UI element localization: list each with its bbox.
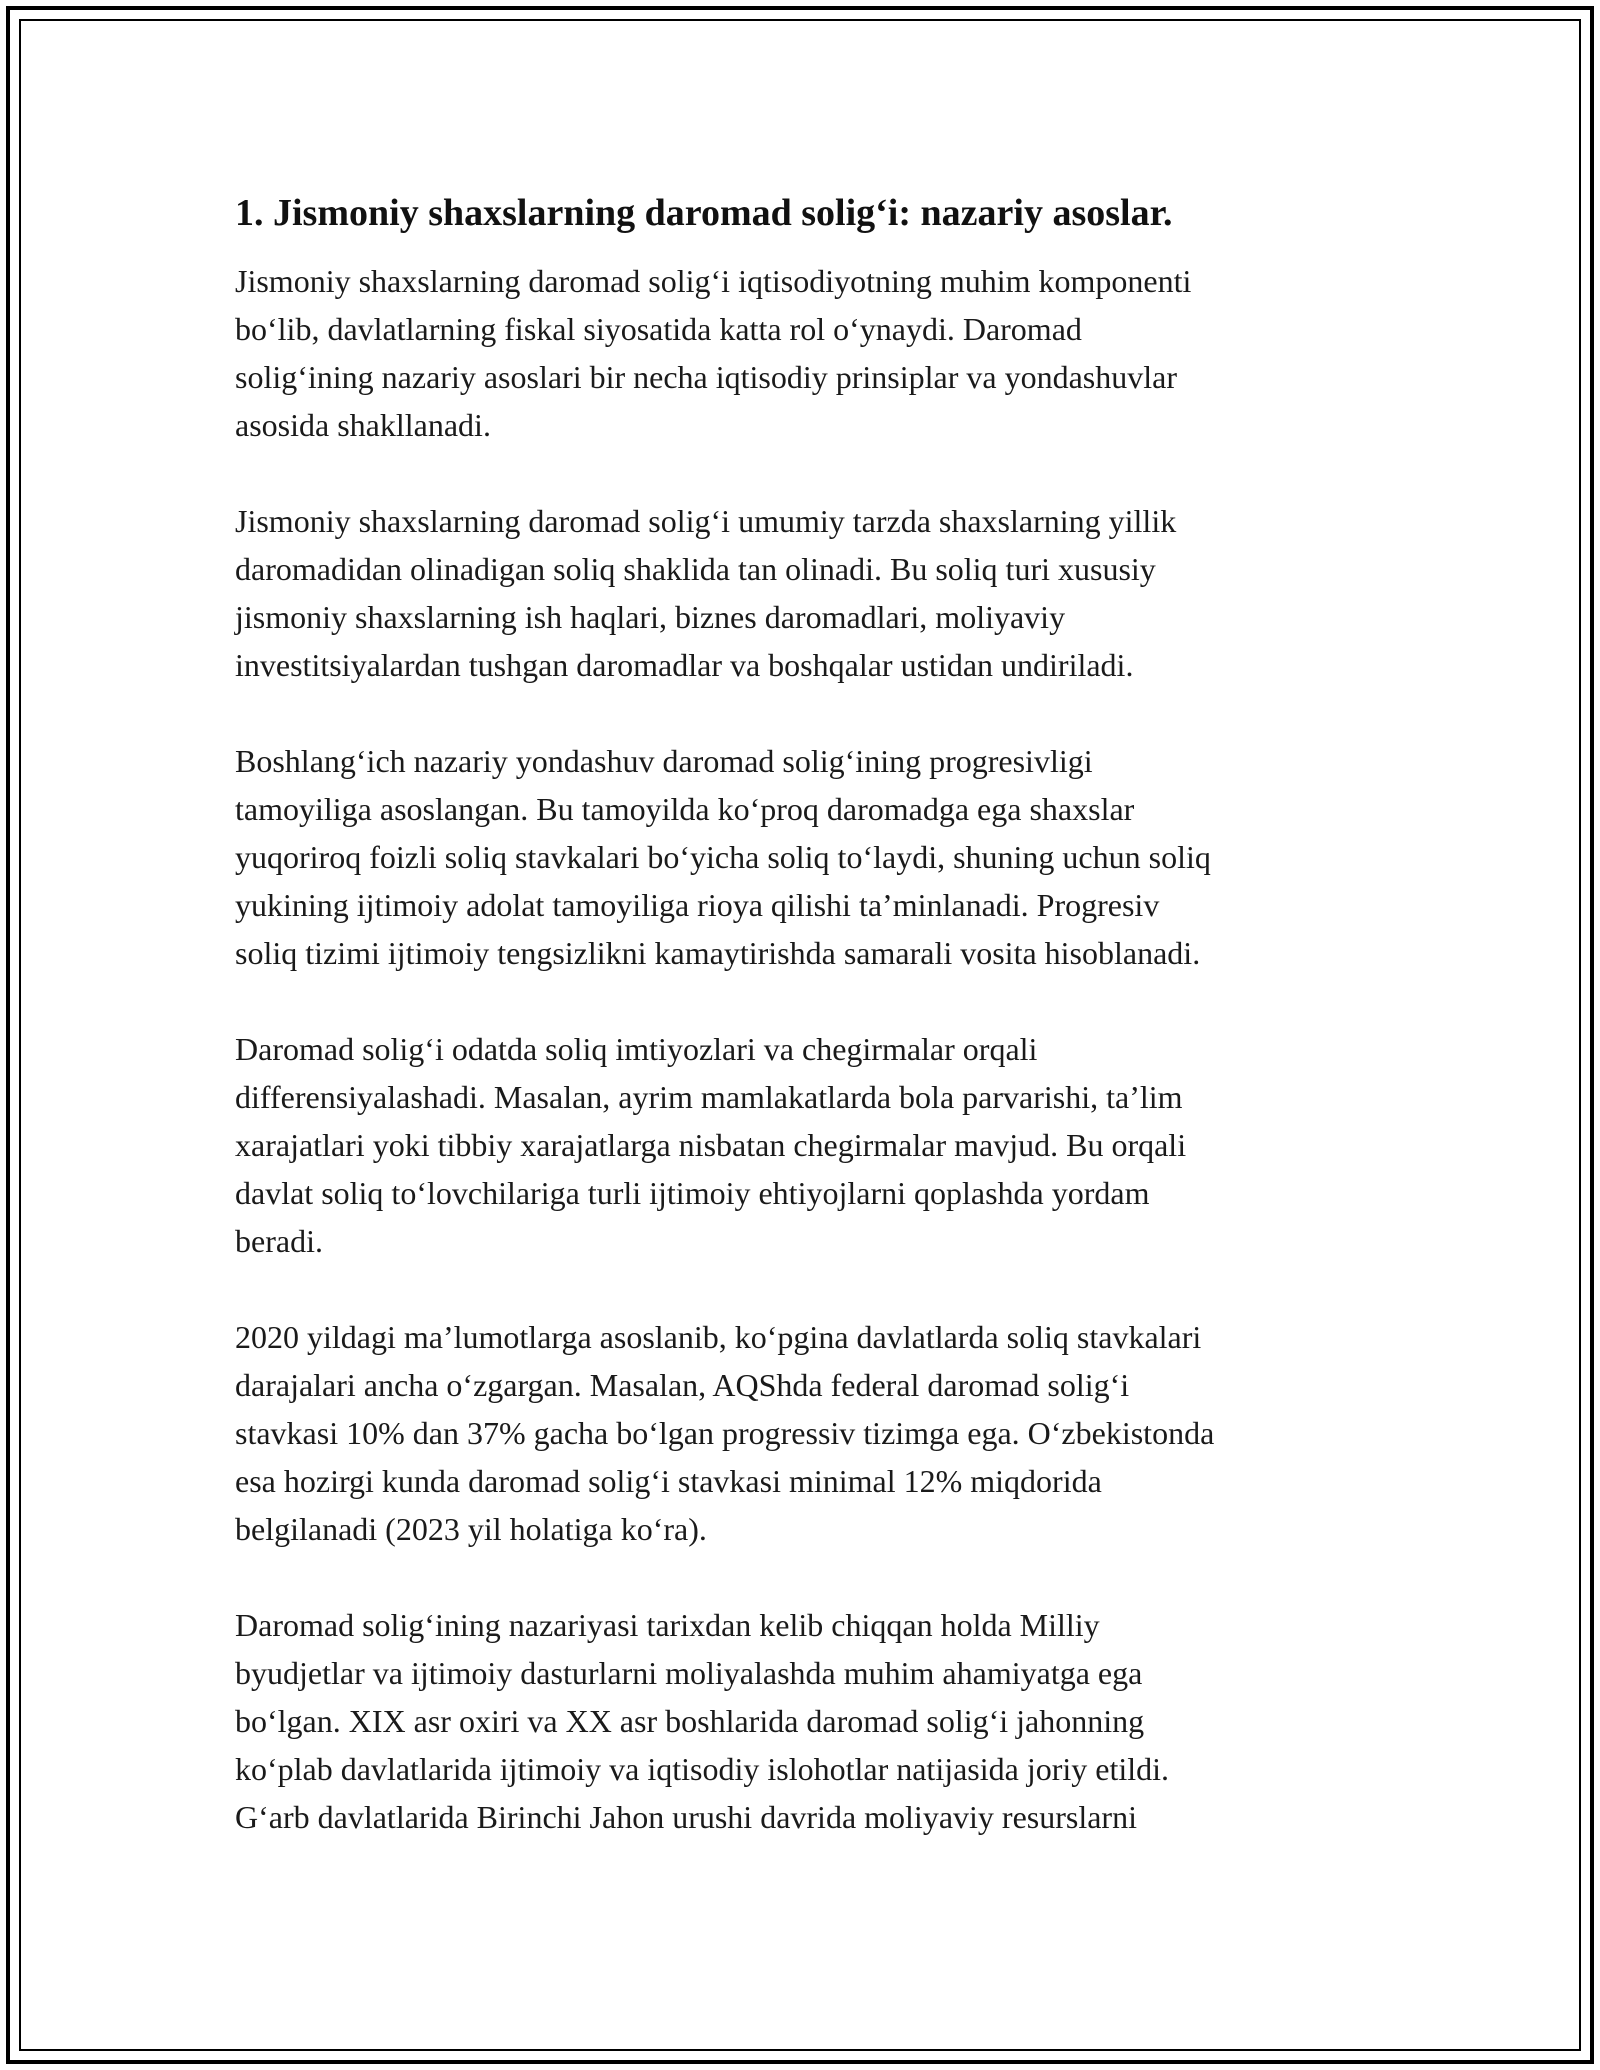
paragraph-line: Boshlang‘ich nazariy yondashuv daromad solig‘ining progresivligi [235,743,1093,779]
paragraph-line: daromadidan olinadigan soliq shaklida tan olinadi. Bu soliq turi xususiy [235,551,1156,587]
paragraph-line: solig‘ining nazariy asoslari bir necha iqtisodiy prinsiplar va yondashuvlar [235,359,1177,395]
paragraph-line: ko‘plab davlatlarida ijtimoiy va iqtisodiy islohotlar natijasida joriy etildi. [235,1751,1170,1787]
paragraph-line: esa hozirgi kunda daromad solig‘i stavkasi minimal 12% miqdorida [235,1463,1102,1499]
paragraph-line: 2020 yildagi ma’lumotlarga asoslanib, ko‘pgina davlatlarda soliq stavkalari [235,1319,1202,1355]
paragraph-line: soliq tizimi ijtimoiy tengsizlikni kamaytirishda samarali vosita hisoblanadi. [235,935,1201,971]
paragraph-1 [235,257,1375,449]
paragraph-line: stavkasi 10% dan 37% gacha bo‘lgan progressiv tizimga ega. O‘zbekistonda [235,1415,1215,1451]
paragraph-4 [235,1025,1375,1265]
document-body [235,185,1375,1889]
paragraph-line: bo‘lib, davlatlarning fiskal siyosatida katta rol o‘ynaydi. Daromad [235,311,1082,347]
section-heading: 1. Jismoniy shaxslarning daromad solig‘i: nazariy asoslar. [235,192,1173,234]
paragraph-6 [235,1601,1375,1841]
paragraph-5 [235,1313,1375,1553]
paragraph-line: Jismoniy shaxslarning daromad solig‘i umumiy tarzda shaxslarning yillik [235,503,1177,539]
paragraph-line: investitsiyalardan tushgan daromadlar va boshqalar ustidan undiriladi. [235,647,1134,683]
paragraph-line: yuqoriroq foizli soliq stavkalari bo‘yicha soliq to‘laydi, shuning uchun soliq [235,839,1211,875]
paragraph-line: jismoniy shaxslarning ish haqlari, biznes daromadlari, moliyaviy [235,599,1066,635]
paragraph-line: bo‘lgan. XIX asr oxiri va XX asr boshlarida daromad solig‘i jahonning [235,1703,1145,1739]
paragraph-line: Daromad solig‘i odatda soliq imtiyozlari va chegirmalar orqali [235,1031,1038,1067]
paragraph-line: G‘arb davlatlarida Birinchi Jahon urushi davrida moliyaviy resurslarni [235,1799,1137,1835]
paragraph-line: differensiyalashadi. Masalan, ayrim mamlakatlarda bola parvarishi, ta’lim [235,1079,1183,1115]
paragraph-line: yukining ijtimoiy adolat tamoyiliga rioya qilishi ta’minlanadi. Progresiv [235,887,1160,923]
paragraph-line: asosida shakllanadi. [235,407,491,443]
paragraph-line: belgilanadi (2023 yil holatiga ko‘ra). [235,1511,707,1547]
paragraph-line: davlat soliq to‘lovchilariga turli ijtimoiy ehtiyojlarni qoplashda yordam [235,1175,1150,1211]
paragraph-line: byudjetlar va ijtimoiy dasturlarni moliyalashda muhim ahamiyatga ega [235,1655,1143,1691]
paragraph-line: Daromad solig‘ining nazariyasi tarixdan kelib chiqqan holda Milliy [235,1607,1100,1643]
paragraph-line: Jismoniy shaxslarning daromad solig‘i iqtisodiyotning muhim komponenti [235,263,1192,299]
paragraph-3 [235,737,1375,977]
paragraph-line: darajalari ancha o‘zgargan. Masalan, AQShda federal daromad solig‘i [235,1367,1130,1403]
paragraph-line: xarajatlari yoki tibbiy xarajatlarga nisbatan chegirmalar mavjud. Bu orqali [235,1127,1187,1163]
paragraph-2 [235,497,1375,689]
paragraph-line: tamoyiliga asoslangan. Bu tamoyilda ko‘proq daromadga ega shaxslar [235,791,1135,827]
paragraph-line: beradi. [235,1223,323,1259]
